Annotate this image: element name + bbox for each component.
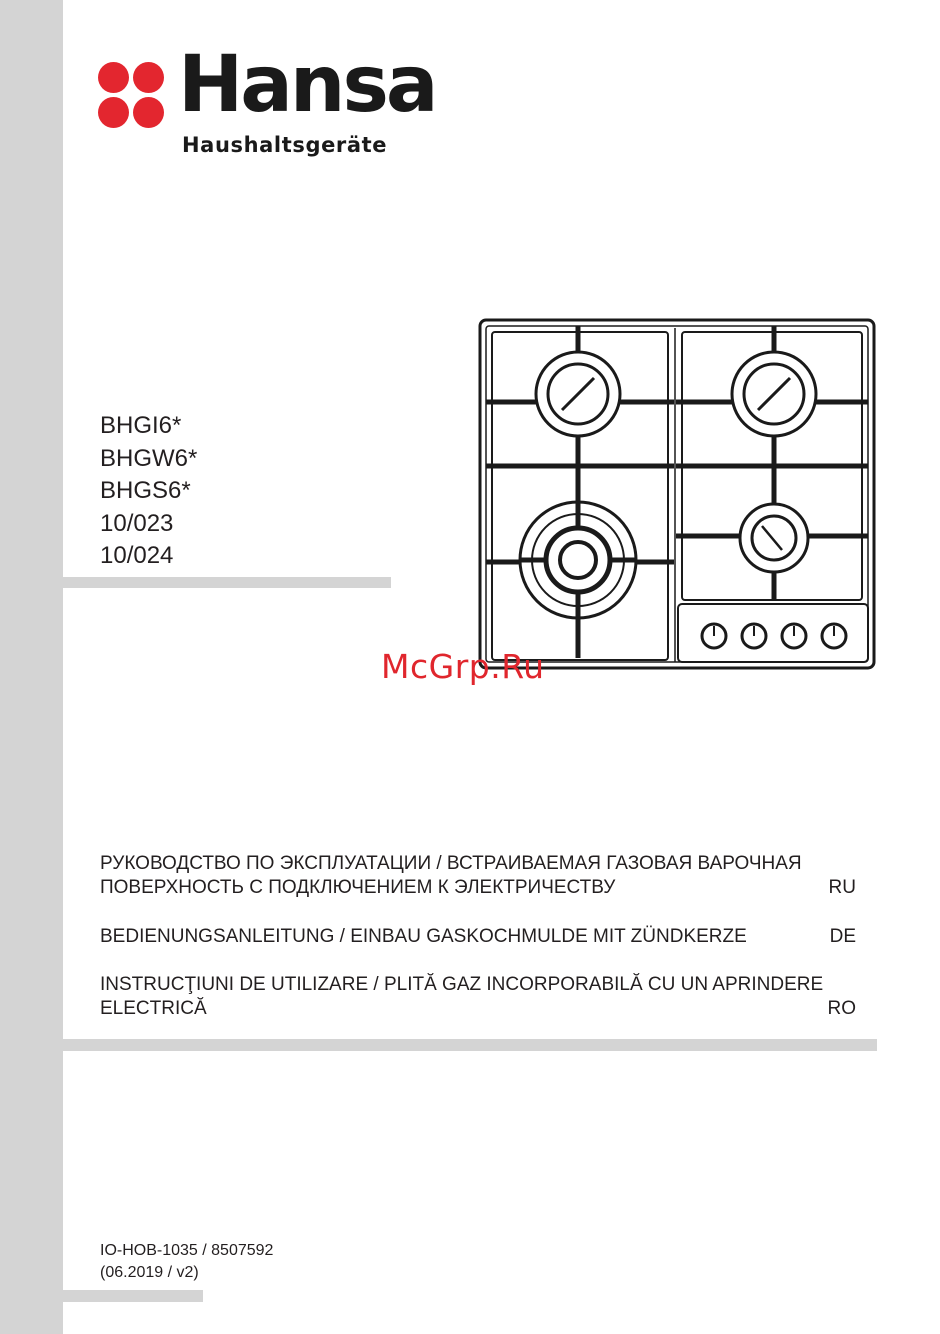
language-code: RO [827, 998, 856, 1019]
logo-dots-icon [98, 62, 164, 128]
gas-hob-illustration [478, 318, 876, 670]
manual-titles [100, 852, 880, 1021]
side-bar [0, 0, 63, 1334]
divider [63, 1039, 877, 1051]
title-ru [100, 852, 880, 900]
brand-subtitle: Haushaltsgeräte [182, 133, 388, 157]
language-code: DE [829, 926, 856, 947]
divider [63, 577, 391, 588]
title-de [100, 925, 880, 949]
title-line: INSTRUCŢIUNI DE UTILIZARE / PLITĂ GAZ INCORPORABILĂ CU UN APRINDERE [100, 974, 824, 995]
brand-logo [98, 40, 478, 170]
model-item: 10/024 [100, 542, 174, 569]
divider [63, 1290, 203, 1302]
title-line: РУКОВОДСТВО ПО ЭКСПЛУАТАЦИИ / ВСТРАИВАЕМАЯ ГАЗОВАЯ ВАРОЧНАЯ [100, 853, 802, 874]
model-list [100, 410, 197, 573]
document-version: (06.2019 / v2) [100, 1264, 199, 1281]
title-line: BEDIENUNGSANLEITUNG / EINBAU GASKOCHMULDE MIT ZÜNDKERZE [100, 926, 747, 947]
brand-name: Hansa [178, 40, 436, 130]
document-code: IO-HOB-1035 / 8507592 [100, 1242, 274, 1259]
model-item: BHGW6* [100, 444, 198, 472]
title-ro [100, 973, 880, 1021]
model-item: BHGI6* [100, 412, 182, 439]
model-item: BHGS6* [100, 477, 191, 504]
document-reference [100, 1240, 273, 1284]
language-code: RU [828, 877, 856, 898]
model-item: 10/023 [100, 509, 174, 537]
title-line: ELECTRICĂ [100, 998, 207, 1019]
title-line: ПОВЕРХНОСТЬ С ПОДКЛЮЧЕНИЕМ К ЭЛЕКТРИЧЕСТВУ [100, 877, 616, 898]
watermark: McGrp.Ru [381, 647, 545, 686]
